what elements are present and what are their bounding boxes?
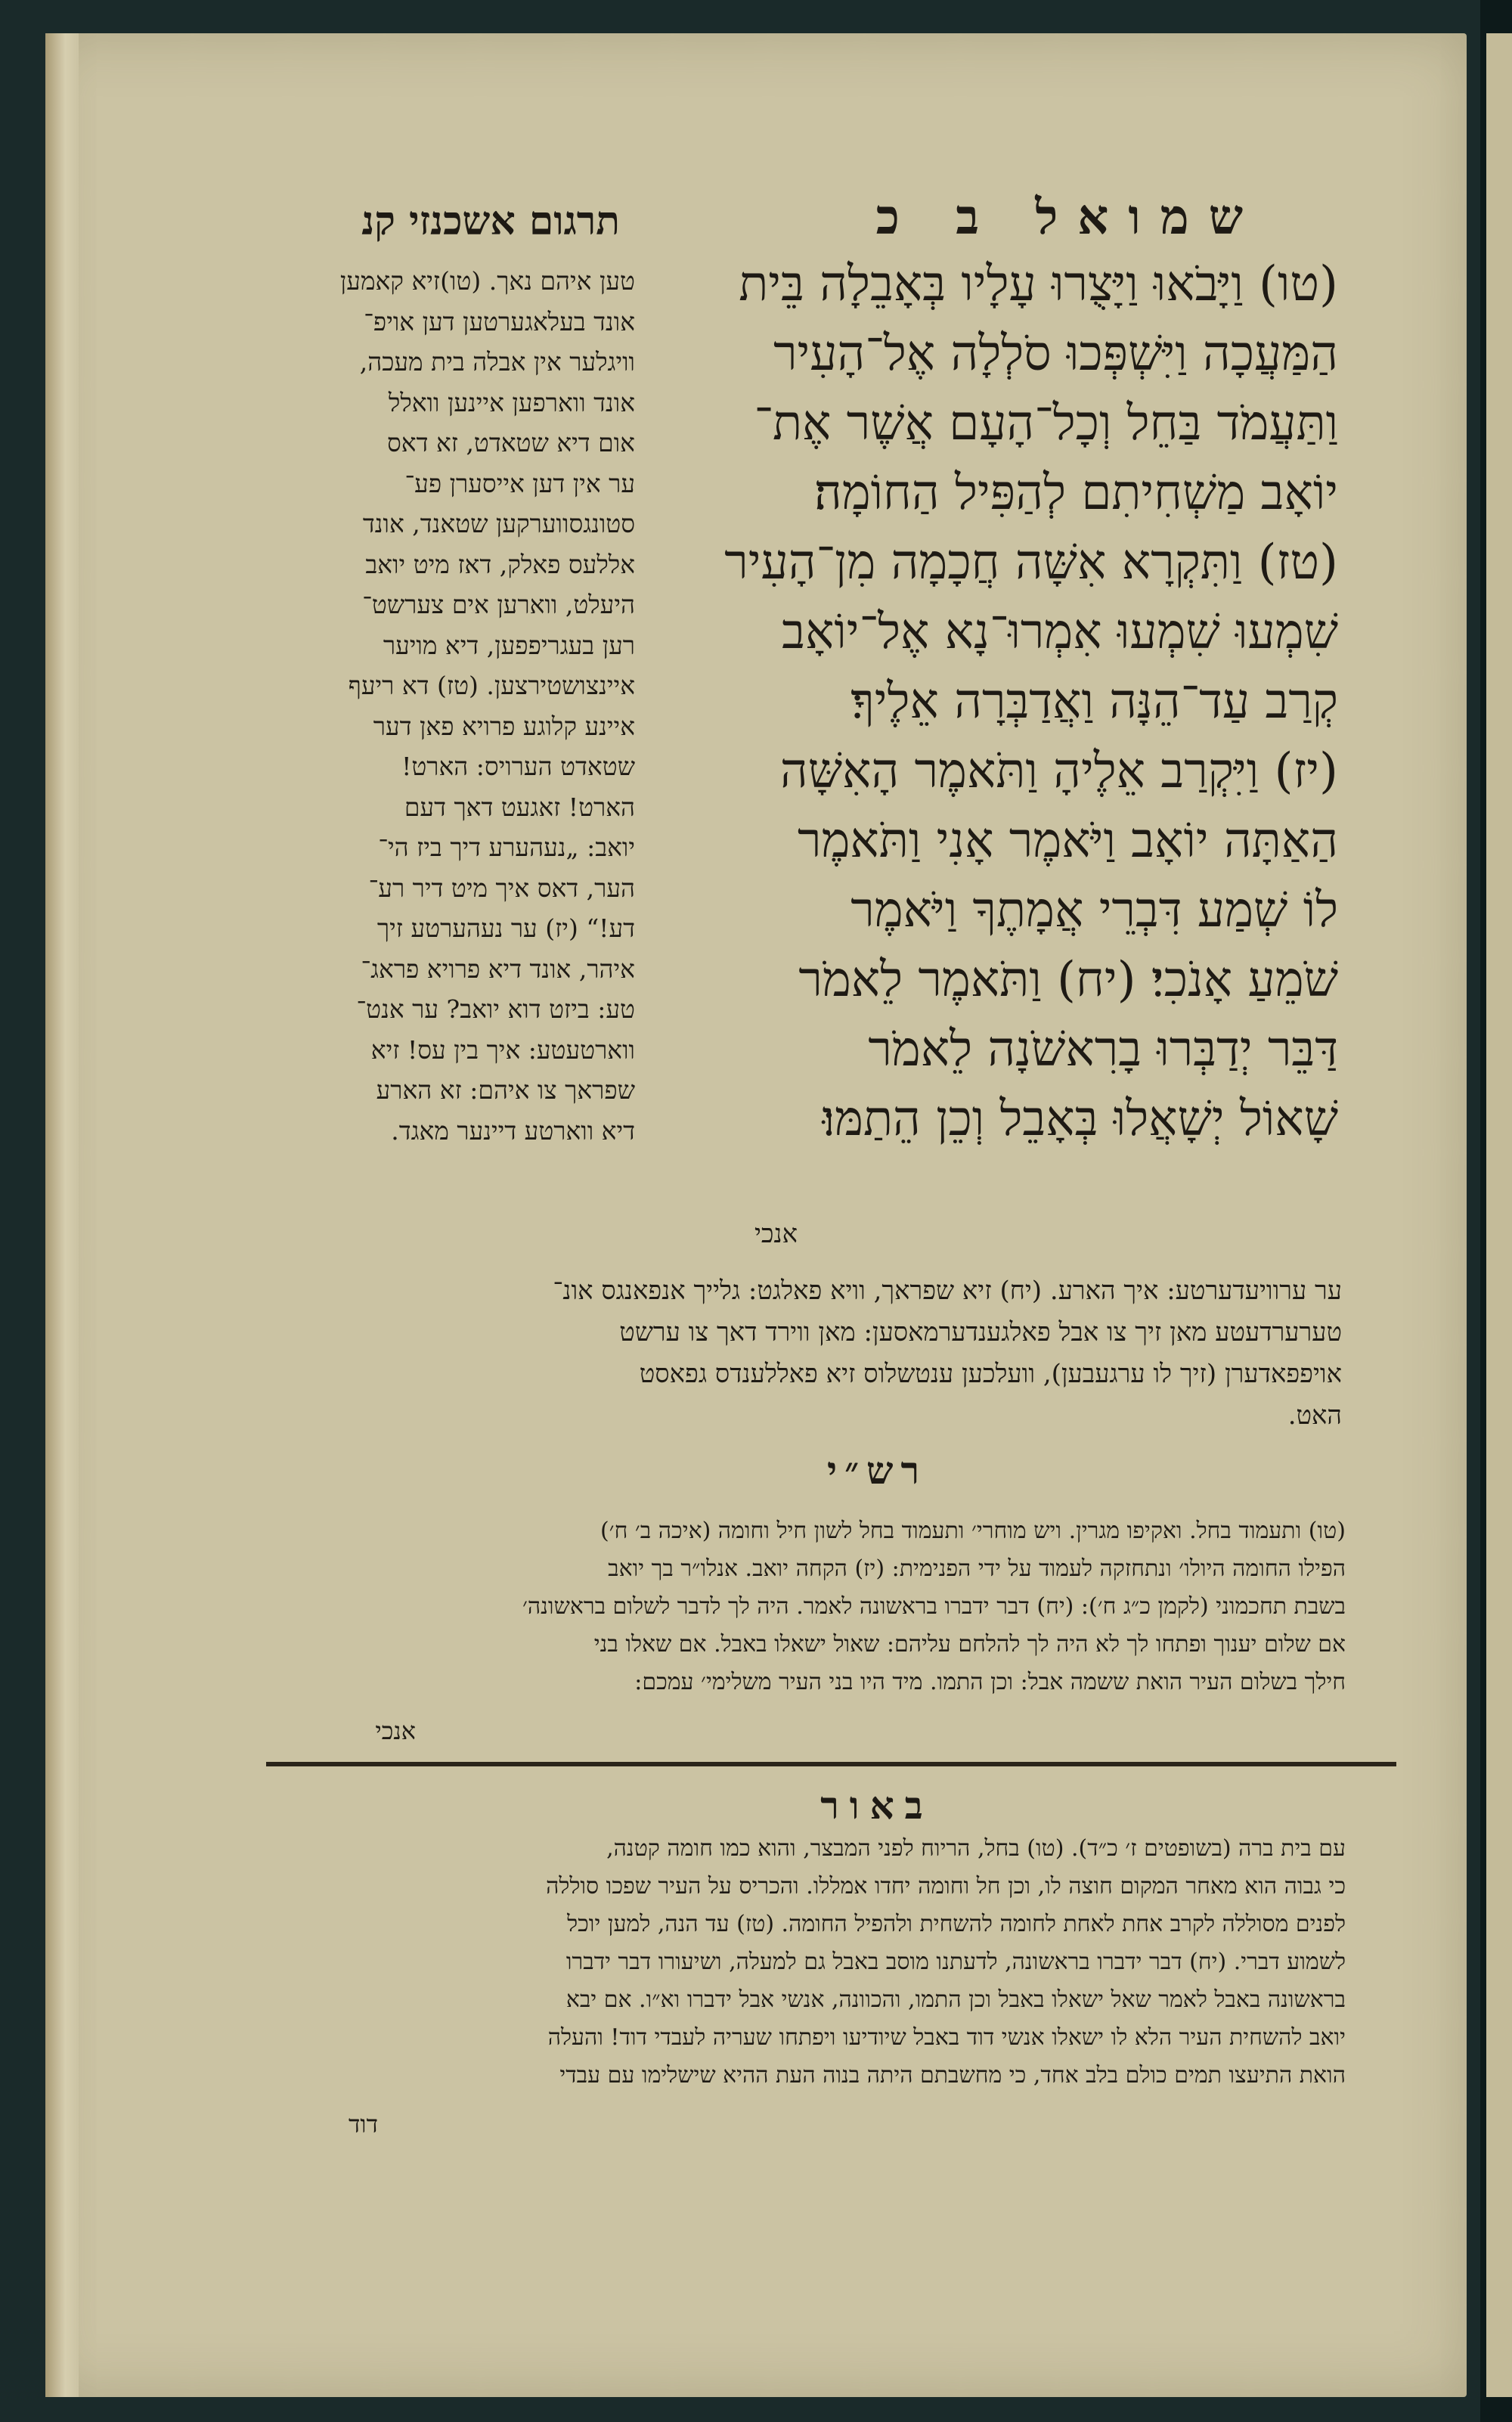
translation-line: דע!“ (יז) ער נעהערטע זיך (376, 913, 635, 943)
translation-line: ווארטעטע: איך בין עס! זיא (370, 1034, 635, 1065)
verse-line: וַתַּעֲמֹד בַּחֵל וְכָל־הָעָם אֲשֶׁר אֶת־ (754, 395, 1338, 451)
adjacent-page-sliver (1486, 33, 1512, 2397)
translation-line: דיא ווארטע דיינער מאגד. (391, 1115, 635, 1146)
biur-commentary (272, 1830, 1346, 2095)
translation-line: איינצושטירצען. (טז) דא ריעף (348, 671, 635, 700)
translation-line: סטונגסווערקען שטאנד, אונד (362, 509, 635, 538)
rashi-line: הפילו החומה היולו׳ ונתחזקה לעמוד על ידי הפנימית: (יז) הקחה יואב. אנלו״ר בך יואב (608, 1555, 1346, 1582)
verse-line: לוֹ שְׁמַע דִּבְרֵי אֲמָתֶךָ וַיֹּאמֶר (850, 882, 1338, 938)
translation-column (257, 261, 635, 1151)
translation-line: טערערדעטע מאן זיך צו אבל פאלגענדערמאסען: מאן ווירד דאך צו ערשט (619, 1317, 1342, 1347)
verse-line: שָׁאוֹל יְשָׁאֲלוּ בְּאָבֵל וְכֵן הֵתַמּוּ׃ (822, 1091, 1338, 1147)
translation-line: יואב: „נעהערע דיך ביז הי־ (378, 833, 635, 862)
running-title-left: תרגום אשכנזי קנ (361, 198, 620, 244)
rashi-line: בשבת תחכמוני (לקמן כ״ג ח׳): (יח) דבר ידברו בראשונה לאמר. היה לך לדבר לשלום בראשונה׳ (522, 1593, 1346, 1620)
rashi-catchword: אנכי (375, 1716, 416, 1745)
biur-line: לפנים מסוללה לקרב אחת לאחת לחומה להשחית ולהפיל החומה. (טז) עד הנה, למען יוכל (567, 1911, 1346, 1937)
translation-line: אום דיא שטאדט, זא דאס (387, 428, 635, 457)
translation-line: איהר, אונד דיא פרויא פראג־ (361, 954, 635, 984)
translation-line: רען בעגריפפען, דיא מויער (383, 630, 635, 660)
translation-line: אויפפאדערן (זיך לו ערגעבען), וועלכען ענטשלוס זיא פאללענדס גפאסט (639, 1359, 1342, 1389)
verse-line: (טז) וַתִּקְרָא אִשָּׁה חֲכָמָה מִן־הָעִיר (724, 535, 1338, 591)
translation-line: טען איהם נאך. (טו)זיא קאמען (339, 266, 635, 296)
translation-line: טע: ביזט דוא יואב? ער אנט־ (356, 994, 635, 1024)
verse-line: יוֹאָב מַשְׁחִיתִם לְהַפִּיל הַחוֹמָה׃ (813, 465, 1338, 521)
rashi-line: חילך בשלום העיר הואת ששמה אבל: וכן התמו. מיד היו בני העיר משלימי׳ עמכם: (634, 1669, 1346, 1695)
verse-catchword: אנכי (754, 1219, 798, 1249)
translation-line: איינע קלוגע פרויא פאן דער (373, 711, 635, 741)
biur-line: בראשונה באבל לאמר שאל ישאלו באבל וכן התמו, והכוונה, אנשי אבל ידברו וא״ו. אם יבא (565, 1986, 1346, 2013)
translation-line: ער ערוויעדערטע: איך הארע. (יח) זיא שפראך, וויא פאלגט: גלייך אנפאנגס אונ־ (553, 1276, 1342, 1306)
verse-line: (יז) וַיִּקְרַב אֵלֶיהָ וַתֹּאמֶר הָאִשָּׁה (779, 743, 1338, 799)
translation-line: שטאדט הערויס: הארט! (401, 752, 635, 781)
translation-line: הער, דאס איך מיט דיר רע־ (368, 873, 635, 903)
translation-line: שפראך צו איהם: זא הארע (376, 1075, 635, 1105)
translation-line: אונד ווארפען איינען וואלל (388, 387, 635, 417)
rashi-line: (טו) ותעמוד בחל. ואקיפו מגרין. ויש מוחרי׳ ותעמוד בחל לשון חיל וחומה (איכה ב׳ ח׳) (600, 1518, 1346, 1544)
biur-line: יואב להשחית העיר הלא לו ישאלו אנשי דוד באבל שיודיעו ויפתחו שעריה לעבדי דוד! והעלה (547, 2024, 1346, 2051)
verse-line: קְרַב עַד־הֵנָּה וַאֲדַבְּרָה אֵלֶיךָ׃ (850, 674, 1338, 730)
translation-line: ער אין דען אייסערן פע־ (404, 468, 635, 498)
verse-line: שִׁמְעוּ שִׁמְעוּ אִמְרוּ־נָא אֶל־יוֹאָב (782, 604, 1338, 660)
verse-line: הַמַּעֲכָה וַיִּשְׁפְּכוּ סֹלְלָה אֶל־הָעִיר (773, 326, 1338, 382)
verse-line: שֹׁמֵעַ אָנֹכִי׃ (יח) וַתֹּאמֶר לֵאמֹר (798, 952, 1338, 1008)
translation-line: וויגלער אין אבלה בית מעכה, (359, 347, 635, 377)
page-gutter (45, 33, 79, 2397)
biur-line: הואת התיעצו תמים כולם בלב אחד, כי מחשבתם היתה בנוה העת ההיא שישלימו עם עבדי (559, 2062, 1346, 2089)
biur-heading: באור (820, 1783, 934, 1828)
translation-line: אונד בעלאגערטען דען אויפ־ (364, 306, 635, 336)
translation-line: הארט! זאגעט דאך דעם (404, 792, 635, 822)
translation-line: אללעס פאלק, דאז מיט יואב (365, 549, 635, 579)
verse-line: הַאַתָּה יוֹאָב וַיֹּאמֶר אָנִי וַתֹּאמֶר (798, 813, 1338, 869)
verse-line: דַּבֵּר יְדַבְּרוּ בָרִאשֹׁנָה לֵאמֹר (868, 1022, 1338, 1078)
rashi-line: אם שלום יענוך ופתחו לך לא היה לך להלחם עליהם: שאול ישאלו באבל. אם שאלו בני (593, 1631, 1346, 1658)
running-title-right: שמואל ב כ (875, 189, 1263, 246)
biur-catchword: דוד (349, 2110, 378, 2138)
translation-line: האט. (1287, 1400, 1342, 1431)
section-divider (266, 1762, 1396, 1766)
verse-line: (טו) וַיָּבֹאוּ וַיָּצֻרוּ עָלָיו בְּאָבֵלָה בֵּית (739, 256, 1338, 312)
biur-line: כי גבוה הוא מאחר המקום חוצה לו, וכן חל וחומה יחדו אמללו. והכריס על העיר שפכו סוללה (546, 1873, 1346, 1899)
rashi-commentary (272, 1512, 1346, 1701)
translation-line: היעלט, ווארען אים צערשט־ (362, 590, 635, 619)
biur-line: עם בית ברה (בשופטים ז׳ כ״ד). (טו) בחל, הריוח לפני המבצר, והוא כמו חומה קטנה, (606, 1835, 1346, 1862)
verse-text-column (696, 250, 1338, 1154)
translation-continuation (268, 1270, 1342, 1437)
rashi-heading: רש״י (826, 1448, 928, 1493)
biur-line: לשמוע דברי. (יח) דבר ידברו בראשונה, לדעתנו מוסב באבל גם למעלה, ושיעורו דבר ידברו (565, 1949, 1346, 1975)
